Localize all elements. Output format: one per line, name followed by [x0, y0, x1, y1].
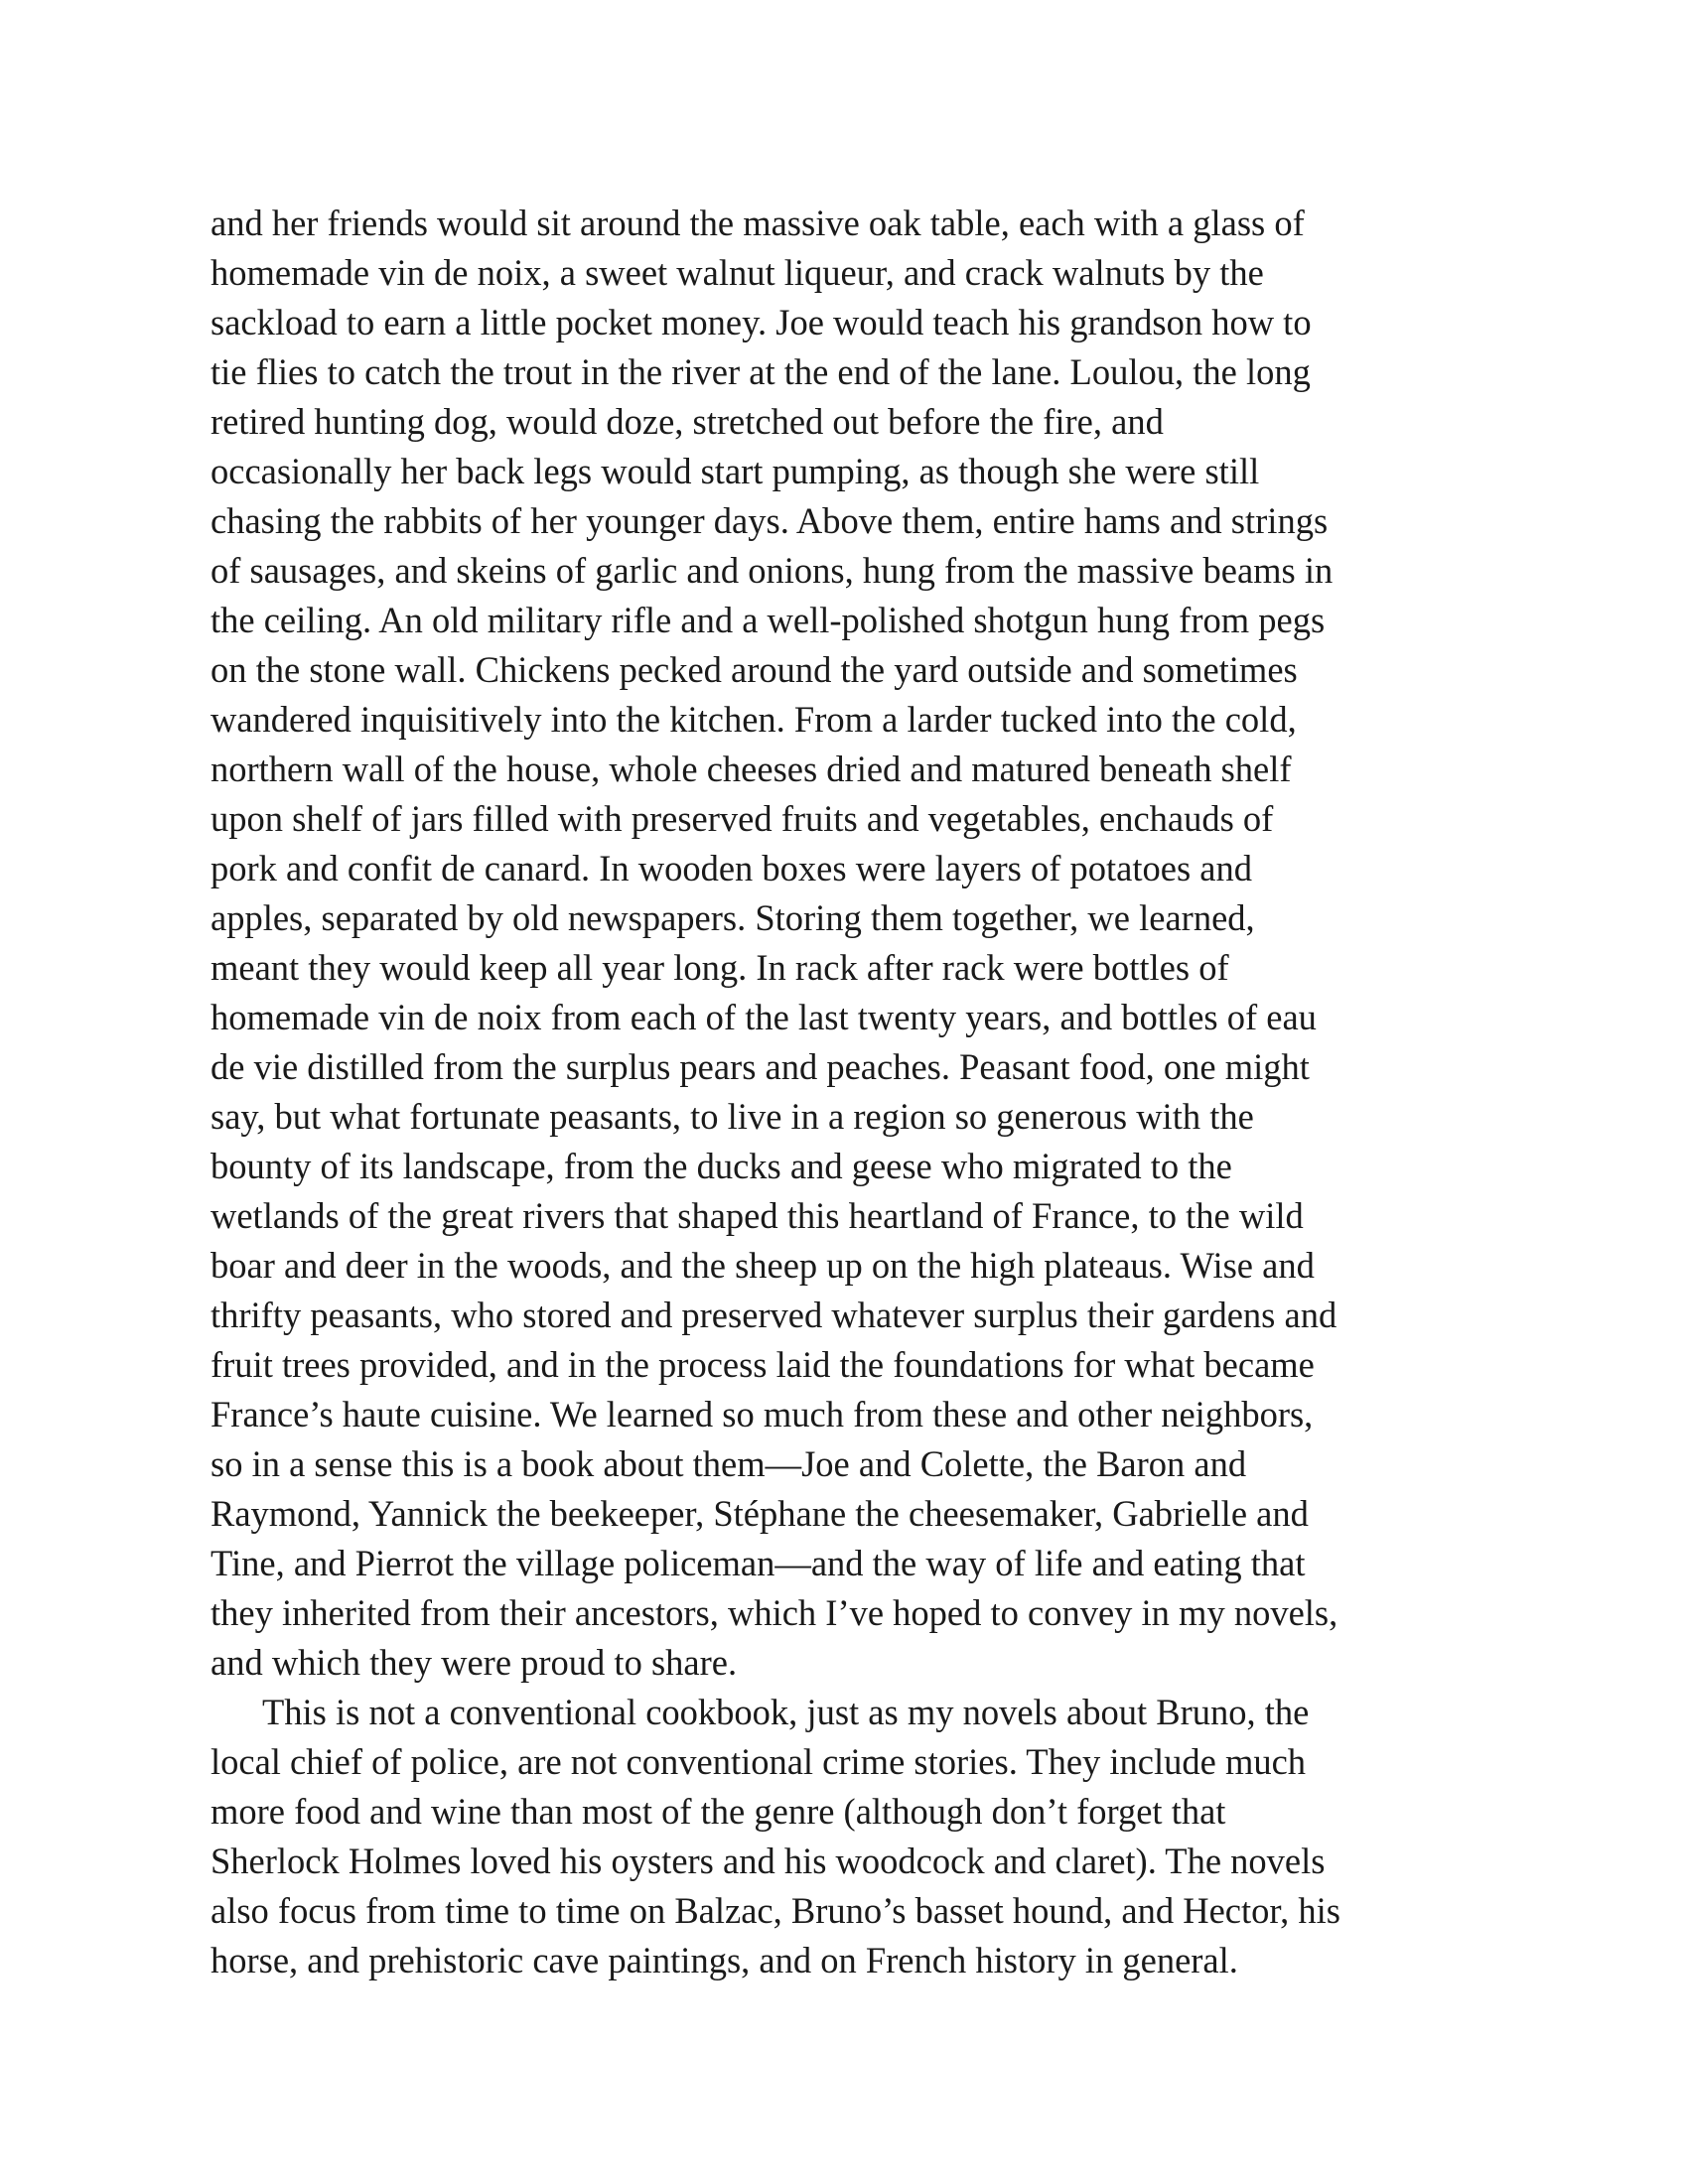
text-line: and her friends would sit around the massive oak table, each with a glass of [211, 203, 1305, 243]
text-line: of sausages, and skeins of garlic and onions, hung from the massive beams in [211, 550, 1334, 591]
text-line: retired hunting dog, would doze, stretched out before the fire, and [211, 401, 1164, 442]
text-line: wetlands of the great rivers that shaped this heartland of France, to the wild [211, 1195, 1304, 1236]
text-line: occasionally her back legs would start pumping, as though she were still [211, 451, 1260, 491]
text-line: also focus from time to time on Balzac, Bruno’s basset hound, and Hector, his [211, 1890, 1340, 1931]
text-line: tie flies to catch the trout in the river at the end of the lane. Loulou, the long [211, 351, 1311, 392]
text-line: apples, separated by old newspapers. Storing them together, we learned, [211, 897, 1255, 938]
text-line: de vie distilled from the surplus pears and peaches. Peasant food, one might [211, 1046, 1310, 1087]
text-line: meant they would keep all year long. In rack after rack were bottles of [211, 947, 1229, 988]
text-line: they inherited from their ancestors, which I’ve hoped to convey in my novels, [211, 1592, 1338, 1633]
text-line: so in a sense this is a book about them—Joe and Colette, the Baron and [211, 1443, 1247, 1484]
text-line: This is not a conventional cookbook, just as my novels about Bruno, the [262, 1692, 1310, 1732]
text-line: boar and deer in the woods, and the sheep up on the high plateaus. Wise and [211, 1245, 1315, 1286]
text-line: Sherlock Holmes loved his oysters and his woodcock and claret). The novels [211, 1841, 1326, 1881]
text-line: the ceiling. An old military rifle and a well-polished shotgun hung from pegs [211, 600, 1326, 640]
text-line: Tine, and Pierrot the village policeman—and the way of life and eating that [211, 1543, 1306, 1583]
text-line: more food and wine than most of the genre (although don’t forget that [211, 1791, 1226, 1832]
text-line: pork and confit de canard. In wooden boxes were layers of potatoes and [211, 848, 1253, 888]
text-line: northern wall of the house, whole cheeses dried and matured beneath shelf [211, 749, 1292, 789]
text-line: France’s haute cuisine. We learned so much from these and other neighbors, [211, 1394, 1314, 1434]
text-line: local chief of police, are not conventional crime stories. They include much [211, 1741, 1307, 1782]
text-line: homemade vin de noix from each of the last twenty years, and bottles of eau [211, 997, 1317, 1037]
paragraph [211, 199, 1501, 1688]
text-line: say, but what fortunate peasants, to live in a region so generous with the [211, 1096, 1254, 1137]
text-line: Raymond, Yannick the beekeeper, Stéphane the cheesemaker, Gabrielle and [211, 1493, 1309, 1534]
text-line: upon shelf of jars filled with preserved fruits and vegetables, enchauds of [211, 798, 1274, 839]
text-line: chasing the rabbits of her younger days. Above them, entire hams and strings [211, 500, 1329, 541]
text-line: fruit trees provided, and in the process laid the foundations for what became [211, 1344, 1315, 1385]
text-line: horse, and prehistoric cave paintings, and on French history in general. [211, 1940, 1238, 1980]
text-line: bounty of its landscape, from the ducks and geese who migrated to the [211, 1146, 1232, 1186]
text-line: homemade vin de noix, a sweet walnut liqueur, and crack walnuts by the [211, 252, 1264, 293]
text-line: and which they were proud to share. [211, 1642, 738, 1683]
text-line: sackload to earn a little pocket money. Joe would teach his grandson how to [211, 302, 1312, 342]
text-line: on the stone wall. Chickens pecked around the yard outside and sometimes [211, 649, 1298, 690]
text-line: thrifty peasants, who stored and preserved whatever surplus their gardens and [211, 1295, 1337, 1335]
book-page [211, 199, 1501, 1985]
text-line: wandered inquisitively into the kitchen. From a larder tucked into the cold, [211, 699, 1297, 740]
paragraph [211, 1688, 1501, 1985]
